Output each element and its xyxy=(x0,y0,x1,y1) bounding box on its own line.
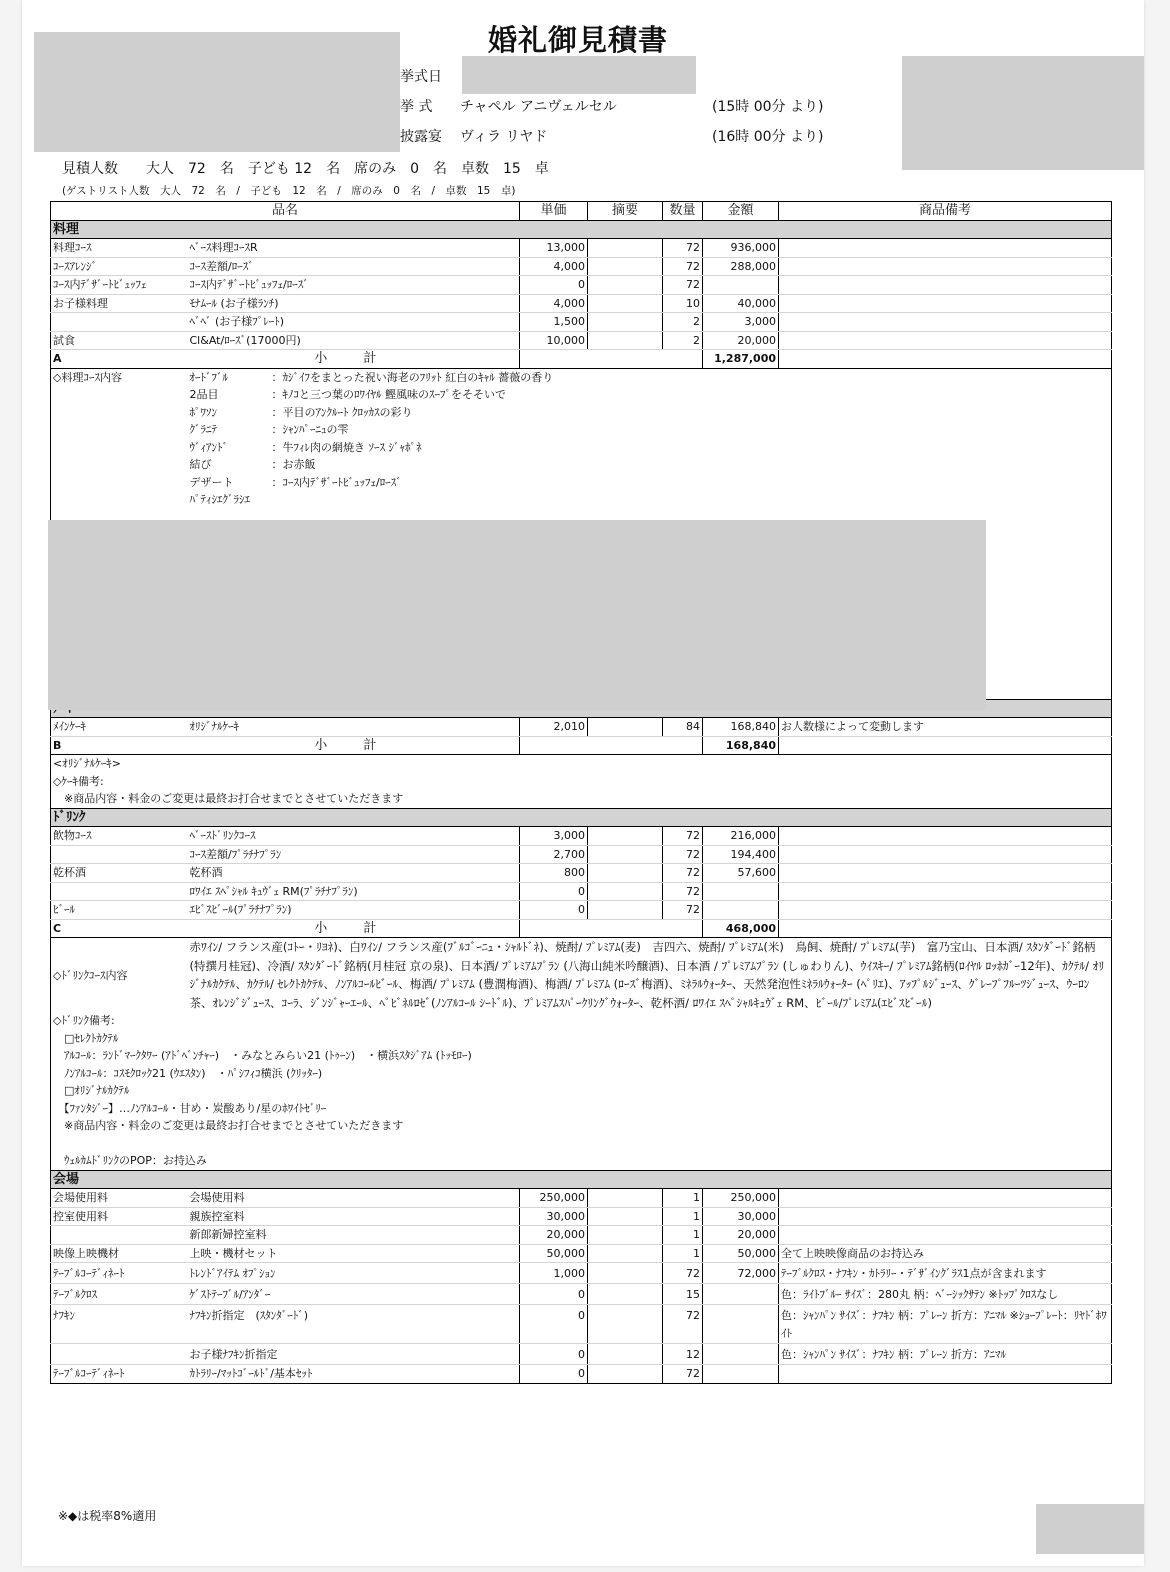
item-category: ﾋﾞｰﾙ xyxy=(51,901,188,920)
item-name: ｵﾘｼﾞﾅﾙｹｰｷ xyxy=(188,718,520,737)
item-qty: 72 xyxy=(663,1365,703,1384)
note-row xyxy=(51,1082,1112,1100)
course-label xyxy=(51,386,188,404)
item-name: ｹﾞｽﾄﾃｰﾌﾞﾙ/ｱﾝﾀﾞｰ xyxy=(188,1284,520,1305)
course-label xyxy=(51,439,188,457)
subtotal-spacer xyxy=(520,350,703,369)
note-row xyxy=(51,1047,1112,1065)
section-label: ﾄﾞﾘﾝｸ xyxy=(51,808,1112,827)
item-unit-price: 0 xyxy=(520,882,588,901)
item-remarks xyxy=(779,882,1112,901)
item-unit-price: 0 xyxy=(520,1344,588,1365)
item-unit-price: 3,000 xyxy=(520,827,588,846)
item-category xyxy=(51,313,188,332)
subtotal-spacer xyxy=(520,736,703,755)
item-amount: 194,400 xyxy=(703,845,779,864)
subtotal-remarks xyxy=(779,919,1112,938)
note-text: ｱﾙｺｰﾙ：ﾗﾝﾄﾞﾏｰｸﾀﾜｰ (ｱﾄﾞﾍﾞﾝﾁｬｰ) ・みなとみらい21 (ﾄｩｰﾝ) ・横浜ｽﾀｼﾞｱﾑ (ﾄｯﾓﾛｰ) xyxy=(51,1047,1112,1065)
course-row xyxy=(51,386,1112,404)
course-item xyxy=(188,456,1112,474)
item-remarks xyxy=(779,294,1112,313)
item-row xyxy=(51,1305,1112,1344)
item-remarks: お人数様によって変動します xyxy=(779,718,1112,737)
note-text: ﾉﾝｱﾙｺｰﾙ：ｺｽﾓｸﾛｯｸ21 (ｳｴｽﾀﾝ) ・ﾊﾟｼﾌｨｺ横浜 (ｸﾘｯﾀｰ) xyxy=(51,1065,1112,1083)
item-amount: 72,000 xyxy=(703,1263,779,1284)
note-text: □ｾﾚｸﾄｶｸﾃﾙ xyxy=(51,1030,1112,1048)
course-item-name: ﾎﾟﾜｿﾝ xyxy=(189,405,217,419)
course-item xyxy=(188,491,1112,509)
item-unit-price: 20,000 xyxy=(520,1226,588,1245)
item-name: ﾍﾞﾍﾞ (お子様ﾌﾟﾚｰﾄ) xyxy=(188,313,520,332)
item-name: ﾅﾌｷﾝ折指定 (ｽﾀﾝﾀﾞｰﾄﾞ) xyxy=(188,1305,520,1344)
table-header xyxy=(51,202,1112,221)
note-row xyxy=(51,1135,1112,1153)
course-item xyxy=(188,404,1112,422)
course-row xyxy=(51,456,1112,474)
item-qty: 72 xyxy=(663,882,703,901)
item-qty: 1 xyxy=(663,1189,703,1208)
note-row xyxy=(51,755,1112,773)
item-unit-price: 800 xyxy=(520,864,588,883)
note-row xyxy=(51,1100,1112,1118)
section-header-venue xyxy=(51,1170,1112,1189)
course-item-desc: ：お赤飯 xyxy=(271,458,316,472)
item-qty: 72 xyxy=(663,1263,703,1284)
item-amount: 3,000 xyxy=(703,313,779,332)
item-unit-price: 1,500 xyxy=(520,313,588,332)
section-label: 料理 xyxy=(51,220,1112,239)
item-remarks: 全て上映映像商品のお持込み xyxy=(779,1244,1112,1263)
item-summary xyxy=(588,294,663,313)
item-name: 乾杯酒 xyxy=(188,864,520,883)
item-name: ﾄﾚﾝﾄﾞｱｲﾃﾑ ｵﾌﾟｼｮﾝ xyxy=(188,1263,520,1284)
redacted-block-left xyxy=(34,32,400,152)
item-remarks xyxy=(779,1189,1112,1208)
drink-course-label: ◇ﾄﾞﾘﾝｸｺｰｽ内容 xyxy=(51,938,188,1013)
item-unit-price: 2,700 xyxy=(520,845,588,864)
subtotal-label: 小 計 xyxy=(188,350,520,369)
course-row xyxy=(51,421,1112,439)
item-category: 乾杯酒 xyxy=(51,864,188,883)
course-item xyxy=(188,474,1112,492)
item-qty: 72 xyxy=(663,239,703,258)
ceremony-date-label: 挙式日 xyxy=(400,69,442,85)
item-summary xyxy=(588,1365,663,1384)
course-label: ◇料理ｺｰｽ内容 xyxy=(51,368,188,386)
item-summary xyxy=(588,331,663,350)
item-summary xyxy=(588,1305,663,1344)
item-amount: 57,600 xyxy=(703,864,779,883)
item-category: 映像上映機材 xyxy=(51,1244,188,1263)
course-row xyxy=(51,439,1112,457)
guestlist-counts: (ゲストリスト人数 大人 72 名 / 子ども 12 名 / 席のみ 0 名 / 卓数 15 卓) xyxy=(62,185,516,197)
item-qty: 2 xyxy=(663,331,703,350)
item-row xyxy=(51,1207,1112,1226)
item-amount xyxy=(703,901,779,920)
course-item-desc: ：ｼｬﾝﾊﾟｰﾆｭの雫 xyxy=(271,423,349,437)
item-summary xyxy=(588,882,663,901)
item-row xyxy=(51,827,1112,846)
reception-venue: ヴィラ リヤド xyxy=(460,129,548,145)
subtotal-remarks xyxy=(779,350,1112,369)
note-row xyxy=(51,1117,1112,1135)
item-amount xyxy=(703,1284,779,1305)
item-category: ﾃｰﾌﾞﾙｸﾛｽ xyxy=(51,1284,188,1305)
document-title: 婚礼御見積書 xyxy=(488,23,669,57)
item-amount: 40,000 xyxy=(703,294,779,313)
item-remarks xyxy=(779,1365,1112,1384)
item-row xyxy=(51,1189,1112,1208)
redacted-block-bottom xyxy=(1036,1504,1144,1554)
subtotal-label: 小 計 xyxy=(188,919,520,938)
item-unit-price: 1,000 xyxy=(520,1263,588,1284)
item-name: お子様ﾅﾌｷﾝ折指定 xyxy=(188,1344,520,1365)
item-category: 会場使用料 xyxy=(51,1189,188,1208)
tax-footnote: ※◆は税率8%適用 xyxy=(58,1509,157,1523)
note-text: ◇ﾄﾞﾘﾝｸ備考: xyxy=(51,1012,1112,1030)
item-qty: 72 xyxy=(663,827,703,846)
item-summary xyxy=(588,313,663,332)
item-unit-price: 10,000 xyxy=(520,331,588,350)
subtotal-row-cake xyxy=(51,736,1112,755)
item-amount xyxy=(703,276,779,295)
item-name: 会場使用料 xyxy=(188,1189,520,1208)
estimate-table xyxy=(50,201,1112,1384)
item-row xyxy=(51,313,1112,332)
item-name: 親族控室料 xyxy=(188,1207,520,1226)
estimate-counts: 見積人数 大人 72 名 子ども 12 名 席のみ 0 名 卓数 15 卓 xyxy=(62,161,549,177)
item-row xyxy=(51,276,1112,295)
subtotal-amount: 168,840 xyxy=(703,736,779,755)
item-remarks: 色：ｼｬﾝﾊﾟﾝ ｻｲｽﾞ：ﾅﾌｷﾝ 柄：ﾌﾟﾚｰﾝ 折方：ｱﾆﾏﾙ xyxy=(779,1344,1112,1365)
note-row xyxy=(51,1030,1112,1048)
item-qty: 72 xyxy=(663,901,703,920)
course-item-name: デザート xyxy=(189,475,234,489)
item-amount xyxy=(703,1365,779,1384)
subtotal-letter: C xyxy=(51,919,188,938)
note-text xyxy=(51,1135,1112,1153)
item-amount: 250,000 xyxy=(703,1189,779,1208)
item-summary xyxy=(588,1207,663,1226)
item-category: ｺｰｽｱﾚﾝｼﾞ xyxy=(51,257,188,276)
item-row xyxy=(51,864,1112,883)
note-text: 【ﾌｧﾝﾀｼﾞｰ】…ﾉﾝｱﾙｺｰﾙ・甘め・炭酸あり/星のﾎﾜｲﾄｾﾞﾘｰ xyxy=(51,1100,1112,1118)
col-qty: 数量 xyxy=(663,202,703,221)
item-remarks xyxy=(779,257,1112,276)
item-name: Cl&At/ﾛｰｽﾞ(17000円) xyxy=(188,331,520,350)
course-item-desc: ：ｺｰｽ内ﾃﾞｻﾞｰﾄﾋﾞｭｯﾌｪ/ﾛｰｽﾞ xyxy=(271,475,402,489)
item-remarks xyxy=(779,313,1112,332)
item-qty: 10 xyxy=(663,294,703,313)
subtotal-letter: B xyxy=(51,736,188,755)
course-item-name: ｳﾞｨｱﾝﾄﾞ xyxy=(189,440,228,454)
course-item-name: ｸﾞﾗﾆﾃ xyxy=(189,423,217,437)
course-row xyxy=(51,404,1112,422)
item-amount: 20,000 xyxy=(703,1226,779,1245)
course-item-name: 結び xyxy=(189,458,212,472)
item-name: ｺｰｽ差額/ﾛｰｽﾞ xyxy=(188,257,520,276)
item-summary xyxy=(588,1226,663,1245)
redacted-block-right xyxy=(902,56,1144,170)
item-category: 飲物ｺｰｽ xyxy=(51,827,188,846)
item-remarks xyxy=(779,331,1112,350)
item-unit-price: 250,000 xyxy=(520,1189,588,1208)
note-text: ※商品内容・料金のご変更は最終お打合せまでとさせていただきます xyxy=(51,790,1112,808)
item-category: お子様料理 xyxy=(51,294,188,313)
item-name: ﾍﾞｰｽﾄﾞﾘﾝｸｺｰｽ xyxy=(188,827,520,846)
section-header-cuisine xyxy=(51,220,1112,239)
course-item-desc: ：ｷﾉｺと三つ葉のﾛﾜｲﾔﾙ 鰹風味のｽｰﾌﾟをそそいで xyxy=(271,388,506,402)
item-row xyxy=(51,331,1112,350)
col-summary: 摘要 xyxy=(588,202,663,221)
item-row xyxy=(51,239,1112,258)
item-name: ｶﾄﾗﾘｰ/ﾏｯﾄｺﾞｰﾙﾄﾞ/基本ｾｯﾄ xyxy=(188,1365,520,1384)
item-remarks: 色：ｼｬﾝﾊﾟﾝ ｻｲｽﾞ：ﾅﾌｷﾝ 柄：ﾌﾟﾚｰﾝ 折方：ｱﾆﾏﾙ ※ｼｮｰﾌﾟﾚｰﾄ：ﾘﾔﾄﾞﾎﾜｲﾄ xyxy=(779,1305,1112,1344)
item-summary xyxy=(588,864,663,883)
item-remarks xyxy=(779,827,1112,846)
course-label xyxy=(51,456,188,474)
item-name: ﾍﾞｰｽ料理ｺｰｽR xyxy=(188,239,520,258)
item-qty: 72 xyxy=(663,257,703,276)
note-row xyxy=(51,1012,1112,1030)
item-unit-price: 2,010 xyxy=(520,718,588,737)
item-row xyxy=(51,257,1112,276)
drink-course-text: 赤ﾜｲﾝ/ フランス産(ｺﾄｰ・ﾘﾖﾈ)、白ﾜｲﾝ/ フランス産(ﾌﾞﾙｺﾞｰﾆｭ・ｼｬﾙﾄﾞﾈ)、焼酎/ ﾌﾟﾚﾐｱﾑ(麦) 吉四六、焼酎/ ﾌﾟﾚﾐｱﾑ(米) 鳥飼、焼酎/ ﾌﾟﾚﾐｱﾑ(芋) 富乃宝山、日本酒/ ｽﾀﾝﾀﾞｰﾄﾞ銘柄(特撰月桂冠)、冷酒/ ｽﾀﾝﾀﾞｰﾄﾞ銘柄(月桂冠 京の泉)、日本酒/ ﾌﾟﾚﾐｱﾑﾌﾟﾗﾝ (八海山純米吟醸酒)、日本酒 / ﾌﾟﾚﾐｱﾑﾌﾟﾗﾝ (しゅわりん)、ｳｲｽｷｰ/ ﾌﾟﾚﾐｱﾑ銘柄(ﾛｲﾔﾙ ﾛｯﾎｶﾞｰ12年)、ｶｸﾃﾙ/ ｵﾘｼﾞﾅﾙｶｸﾃﾙ、ｶｸﾃﾙ/ ｾﾚｸﾄｶｸﾃﾙ、ﾉﾝｱﾙｺｰﾙﾋﾞｰﾙ、梅酒/ ﾌﾟﾚﾐｱﾑ (豊潤梅酒)、梅酒/ ﾌﾟﾚﾐｱﾑ (ﾛｰｽﾞ梅酒)、ﾐﾈﾗﾙｳｫｰﾀｰ、天然発泡性ﾐﾈﾗﾙｳｫｰﾀｰ (ﾍﾟﾘｴ)、ｱｯﾌﾟﾙｼﾞｭｰｽ、ｸﾞﾚｰﾌﾟﾌﾙｰﾂｼﾞｭｰｽ、ｳｰﾛﾝ茶、ｵﾚﾝｼﾞｼﾞｭｰｽ、ｺｰﾗ、ｼﾞﾝｼﾞｬｰｴｰﾙ、ﾍﾟﾋﾞﾈﾙﾛｾﾞ(ﾉﾝｱﾙｺｰﾙ ｼｰﾄﾞﾙ)、ﾌﾟﾚﾐｱﾑｽﾊﾟｰｸﾘﾝｸﾞｳｫｰﾀｰ、乾杯酒/ ﾛﾜｲｴ ｽﾍﾟｼｬﾙｷｭｳﾞｪ RM、ﾋﾞｰﾙ/ﾌﾟﾚﾐｱﾑ(ｴﾋﾞｽﾋﾞｰﾙ) xyxy=(188,938,1112,1013)
course-row xyxy=(51,368,1112,386)
section-label: 会場 xyxy=(51,1170,1112,1189)
note-text: <ｵﾘｼﾞﾅﾙｹｰｷ> xyxy=(51,755,1112,773)
course-item-name: ｵｰﾄﾞﾌﾞﾙ xyxy=(189,370,228,384)
item-name: ｺｰｽ内ﾃﾞｻﾞｰﾄﾋﾞｭｯﾌｪ/ﾛｰｽﾞ xyxy=(188,276,520,295)
item-name: 上映・機材セット xyxy=(188,1244,520,1263)
item-summary xyxy=(588,1244,663,1263)
item-summary xyxy=(588,845,663,864)
item-summary xyxy=(588,901,663,920)
item-row xyxy=(51,718,1112,737)
item-name: ﾓﾅﾑｰﾙ (お子様ﾗﾝﾁ) xyxy=(188,294,520,313)
item-amount: 168,840 xyxy=(703,718,779,737)
item-row xyxy=(51,1263,1112,1284)
subtotal-spacer xyxy=(520,919,703,938)
reception-time: (16時 00分 より) xyxy=(712,129,824,145)
item-remarks xyxy=(779,864,1112,883)
item-unit-price: 4,000 xyxy=(520,294,588,313)
item-qty: 15 xyxy=(663,1284,703,1305)
item-category: ﾃｰﾌﾞﾙｺｰﾃﾞｨﾈｰﾄ xyxy=(51,1365,188,1384)
item-qty: 1 xyxy=(663,1207,703,1226)
item-remarks xyxy=(779,239,1112,258)
item-category: ﾃｰﾌﾞﾙｺｰﾃﾞｨﾈｰﾄ xyxy=(51,1263,188,1284)
item-category xyxy=(51,845,188,864)
item-unit-price: 0 xyxy=(520,1284,588,1305)
course-item-desc: ：ｶｼﾞｲﾌをまとった祝い海老のﾌﾘｯﾄ 紅白のｷｬﾙ 薔薇の香り xyxy=(271,370,554,384)
item-remarks xyxy=(779,901,1112,920)
col-amount: 金額 xyxy=(703,202,779,221)
item-amount xyxy=(703,1305,779,1344)
drink-course-row xyxy=(51,938,1112,1013)
subtotal-letter: A xyxy=(51,350,188,369)
item-row xyxy=(51,294,1112,313)
item-remarks xyxy=(779,1226,1112,1245)
item-category xyxy=(51,1344,188,1365)
course-row xyxy=(51,491,1112,509)
item-unit-price: 13,000 xyxy=(520,239,588,258)
subtotal-label: 小 計 xyxy=(188,736,520,755)
subtotal-row-cuisine xyxy=(51,350,1112,369)
course-label xyxy=(51,404,188,422)
item-category: 試食 xyxy=(51,331,188,350)
item-row xyxy=(51,882,1112,901)
course-label xyxy=(51,421,188,439)
ceremony-time: (15時 00分 より) xyxy=(712,99,824,115)
item-amount: 288,000 xyxy=(703,257,779,276)
item-unit-price: 0 xyxy=(520,901,588,920)
subtotal-amount: 468,000 xyxy=(703,919,779,938)
item-summary xyxy=(588,1263,663,1284)
item-name: ﾛﾜｲｴ ｽﾍﾟｼｬﾙ ｷｭｳﾞｪ RM(ﾌﾟﾗﾁﾅﾌﾟﾗﾝ) xyxy=(188,882,520,901)
item-qty: 1 xyxy=(663,1244,703,1263)
note-text: ◇ｹｰｷ備考: xyxy=(51,773,1112,791)
item-category: ｺｰｽ内ﾃﾞｻﾞｰﾄﾋﾞｭｯﾌｪ xyxy=(51,276,188,295)
subtotal-row-drink xyxy=(51,919,1112,938)
item-row xyxy=(51,1244,1112,1263)
item-summary xyxy=(588,1284,663,1305)
item-row xyxy=(51,901,1112,920)
item-qty: 72 xyxy=(663,276,703,295)
item-amount: 50,000 xyxy=(703,1244,779,1263)
item-amount xyxy=(703,882,779,901)
item-qty: 84 xyxy=(663,718,703,737)
course-item xyxy=(188,439,1112,457)
item-unit-price: 4,000 xyxy=(520,257,588,276)
item-summary xyxy=(588,827,663,846)
note-text: ｳｪﾙｶﾑﾄﾞﾘﾝｸのPOP：お持込み xyxy=(51,1152,1112,1170)
item-name: ｺｰｽ差額/ﾌﾟﾗﾁﾅﾌﾟﾗﾝ xyxy=(188,845,520,864)
course-label xyxy=(51,474,188,492)
item-qty: 72 xyxy=(663,1305,703,1344)
course-item xyxy=(188,386,1112,404)
item-qty: 2 xyxy=(663,313,703,332)
estimate-document xyxy=(22,0,1144,1566)
item-amount: 20,000 xyxy=(703,331,779,350)
item-row xyxy=(51,1344,1112,1365)
item-qty: 72 xyxy=(663,845,703,864)
item-unit-price: 50,000 xyxy=(520,1244,588,1263)
item-category xyxy=(51,1226,188,1245)
item-name: 新郎新婦控室料 xyxy=(188,1226,520,1245)
note-row xyxy=(51,790,1112,808)
item-qty: 12 xyxy=(663,1344,703,1365)
item-amount: 936,000 xyxy=(703,239,779,258)
item-summary xyxy=(588,276,663,295)
item-row xyxy=(51,845,1112,864)
ceremony-label: 挙 式 xyxy=(400,99,433,115)
note-row xyxy=(51,1152,1112,1170)
item-amount: 216,000 xyxy=(703,827,779,846)
ceremony-venue: チャペル アニヴェルセル xyxy=(460,99,617,115)
item-remarks: 色：ﾗｲﾄﾌﾞﾙｰ ｻｲｽﾞ：280丸 柄：ﾍﾞｰｼｯｸｻﾃﾝ ※ﾄｯﾌﾟｸﾛｽなし xyxy=(779,1284,1112,1305)
section-header-drink xyxy=(51,808,1112,827)
item-summary xyxy=(588,239,663,258)
item-amount: 30,000 xyxy=(703,1207,779,1226)
subtotal-amount: 1,287,000 xyxy=(703,350,779,369)
course-item-desc: ：牛ﾌｨﾚ肉の網焼き ｿｰｽ ｼﾞｬﾎﾟﾈ xyxy=(271,440,422,454)
item-row xyxy=(51,1226,1112,1245)
course-item xyxy=(188,368,1112,386)
course-label xyxy=(51,491,188,509)
col-remarks: 商品備考 xyxy=(779,202,1112,221)
item-row xyxy=(51,1284,1112,1305)
note-row xyxy=(51,773,1112,791)
item-category: ﾅﾌｷﾝ xyxy=(51,1305,188,1344)
course-row xyxy=(51,474,1112,492)
item-category: ﾒｲﾝｹｰｷ xyxy=(51,718,188,737)
item-row xyxy=(51,1365,1112,1384)
course-item-desc: ：平目のｱﾝｸﾙｰﾄ ｸﾛｯｶｽの彩り xyxy=(271,405,413,419)
item-unit-price: 0 xyxy=(520,1365,588,1384)
item-amount xyxy=(703,1344,779,1365)
item-unit-price: 0 xyxy=(520,1305,588,1344)
item-summary xyxy=(588,257,663,276)
item-summary xyxy=(588,1344,663,1365)
note-row xyxy=(51,1065,1112,1083)
item-name: ｴﾋﾞｽﾋﾞｰﾙ(ﾌﾟﾗﾁﾅﾌﾟﾗﾝ) xyxy=(188,901,520,920)
course-item-name: ﾊﾟﾃｨｼｴｸﾞﾗｼｴ xyxy=(189,493,250,507)
item-unit-price: 30,000 xyxy=(520,1207,588,1226)
note-text: □ｵﾘｼﾞﾅﾙｶｸﾃﾙ xyxy=(51,1082,1112,1100)
item-summary xyxy=(588,1189,663,1208)
col-item: 品名 xyxy=(51,202,520,221)
item-category xyxy=(51,882,188,901)
note-text: ※商品内容・料金のご変更は最終お打合せまでとさせていただきます xyxy=(51,1117,1112,1135)
item-category: 控室使用料 xyxy=(51,1207,188,1226)
item-qty: 72 xyxy=(663,864,703,883)
subtotal-remarks xyxy=(779,736,1112,755)
redacted-date xyxy=(462,56,696,94)
course-item-name: 2品目 xyxy=(189,388,219,402)
redacted-block-middle xyxy=(48,520,986,710)
item-remarks: ﾃｰﾌﾞﾙｸﾛｽ・ﾅﾌｷﾝ・ｶﾄﾗﾘｰ・ﾃﾞｻﾞｲﾝｸﾞﾗｽ1点が含まれます xyxy=(779,1263,1112,1284)
col-unit-price: 単価 xyxy=(520,202,588,221)
item-remarks xyxy=(779,276,1112,295)
course-item xyxy=(188,421,1112,439)
item-remarks xyxy=(779,845,1112,864)
reception-label: 披露宴 xyxy=(400,129,442,145)
item-summary xyxy=(588,718,663,737)
item-unit-price: 0 xyxy=(520,276,588,295)
item-qty: 1 xyxy=(663,1226,703,1245)
item-remarks xyxy=(779,1207,1112,1226)
item-category: 料理ｺｰｽ xyxy=(51,239,188,258)
